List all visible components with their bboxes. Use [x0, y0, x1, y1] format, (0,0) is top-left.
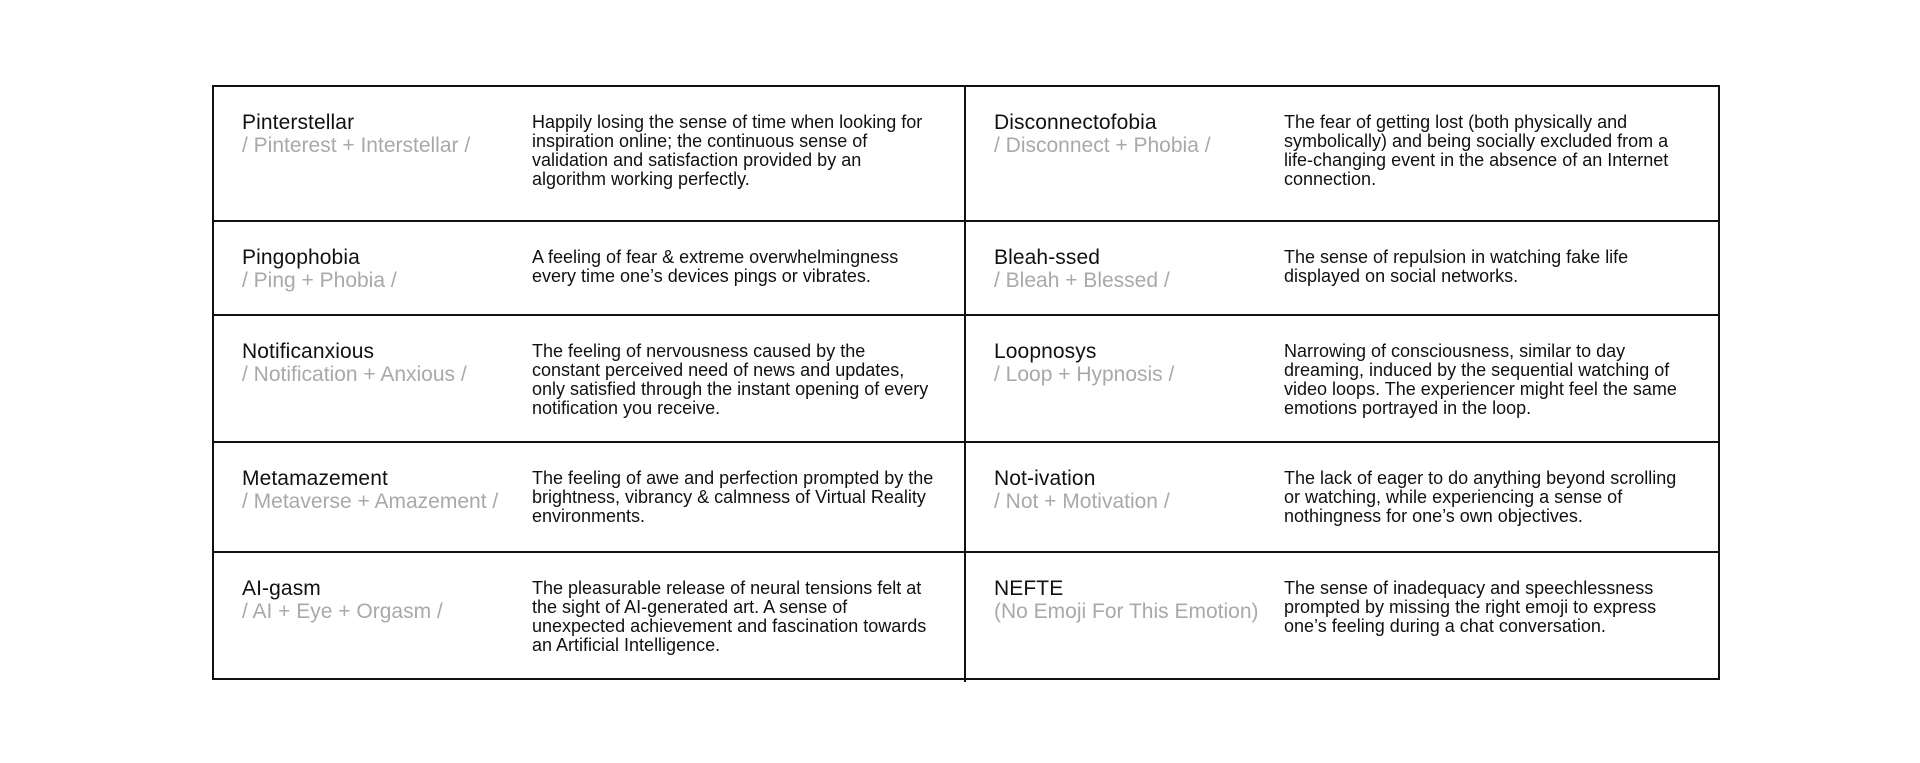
term-word: Metamazement [242, 467, 388, 490]
term-block [994, 112, 1284, 220]
term-word: Bleah-ssed [994, 246, 1101, 269]
term-definition: The sense of repulsion in watching fake life displayed on social networks. [1284, 247, 1629, 286]
term-definition: The lack of eager to do anything beyond scrolling or watching, while experiencing a sense of nothingness for one’s own objectives. [1284, 468, 1677, 526]
term-definition: The pleasurable release of neural tensions felt at the sight of AI-generated art. A sense of unexpected achievement and fascination towards an Artificial Intelligence. [532, 578, 927, 655]
term-definition: The feeling of awe and perfection prompted by the brightness, vibrancy & calmness of Virtual Reality environments. [532, 468, 934, 526]
term-origin: / AI + Eye + Orgasm / [242, 600, 443, 623]
term-definition: The sense of inadequacy and speechlessness prompted by missing the right emoji to express one’s feeling during a chat conversation. [1284, 578, 1657, 636]
term-block [242, 468, 532, 551]
term-word: NEFTE [994, 577, 1064, 600]
glossary-entry [214, 87, 966, 222]
term-block [994, 578, 1284, 682]
term-word: AI-gasm [242, 577, 321, 600]
term-definition: Narrowing of consciousness, similar to day dreaming, induced by the sequential watching of video loops. The experiencer might feel the same emotions portrayed in the loop. [1284, 341, 1677, 418]
glossary-entry [966, 87, 1718, 222]
glossary-entry [966, 316, 1718, 443]
term-origin: / Pinterest + Interstellar / [242, 134, 471, 157]
term-definition: A feeling of fear & extreme overwhelmingness every time one’s devices pings or vibrates. [532, 247, 899, 286]
term-word: Pinterstellar [242, 111, 355, 134]
term-block [242, 578, 532, 682]
term-origin: / Loop + Hypnosis / [994, 363, 1175, 386]
term-word: Disconnectofobia [994, 111, 1157, 134]
glossary-entry [214, 443, 966, 553]
term-word: Not-ivation [994, 467, 1096, 490]
glossary-entry [214, 553, 966, 682]
term-word: Pingophobia [242, 246, 360, 269]
term-block [994, 341, 1284, 441]
term-origin: / Bleah + Blessed / [994, 269, 1170, 292]
term-origin: / Not + Motivation / [994, 490, 1170, 513]
glossary-entry [966, 553, 1718, 682]
term-origin: / Notification + Anxious / [242, 363, 467, 386]
term-block [242, 341, 532, 441]
term-block [242, 112, 532, 220]
term-origin: / Metaverse + Amazement / [242, 490, 499, 513]
term-block [994, 247, 1284, 314]
glossary-entry [214, 222, 966, 316]
term-definition: The feeling of nervousness caused by the constant perceived need of news and updates, only satisfied through the instant opening of every notification you receive. [532, 341, 929, 418]
glossary-entry [966, 222, 1718, 316]
term-origin: / Disconnect + Phobia / [994, 134, 1211, 157]
term-definition: The fear of getting lost (both physically and symbolically) and being socially excluded from a life-changing event in the absence of an Internet connection. [1284, 112, 1669, 189]
glossary-table [212, 85, 1720, 680]
term-origin: (No Emoji For This Emotion) [994, 600, 1259, 623]
term-word: Notificanxious [242, 340, 375, 363]
term-block [994, 468, 1284, 551]
term-block [242, 247, 532, 314]
term-word: Loopnosys [994, 340, 1097, 363]
term-origin: / Ping + Phobia / [242, 269, 397, 292]
glossary-entry [214, 316, 966, 443]
glossary-entry [966, 443, 1718, 553]
term-definition: Happily losing the sense of time when looking for inspiration online; the continuous sense of validation and satisfaction provided by an algorithm working perfectly. [532, 112, 923, 189]
